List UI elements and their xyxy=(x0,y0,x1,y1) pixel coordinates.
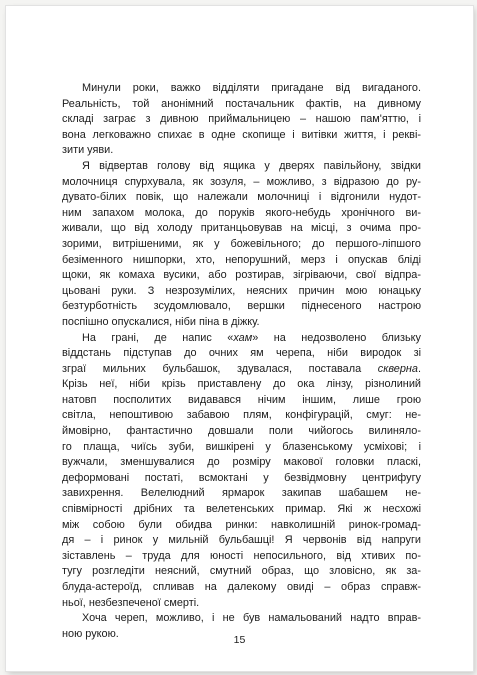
text-line: зіставлень – труда для юності непосильного, від хтивих по- xyxy=(62,549,421,562)
text-line: завихрення. Велелюдний ярмарок закипав шабашем не- xyxy=(62,487,421,500)
text-line: ним запахом молока, до поруків якого-небудь хронічного ви- xyxy=(62,206,421,219)
text-line: тугу розгледіти неясний, смутний образ, що зловісно, як за- xyxy=(62,565,421,578)
text-line: ньої, незбезпеченої смерті. xyxy=(62,596,200,609)
text-line: поспішно опускалися, ніби піна в діжку. xyxy=(62,315,260,328)
text-line: живали, що від холоду пританцьовував на місці, з очима про- xyxy=(62,222,421,235)
text-line: цьовані руки. З незрозумілих, неясних причин мою юнацьку xyxy=(62,284,421,297)
text-line: Хоча череп, можливо, і не був намальований надто вправ- xyxy=(82,612,421,625)
text-line: Реальність, той анонімний постачальник фактів, на дивному xyxy=(62,97,421,110)
text-line: вона легковажно спихає в одне скопище і витівки життя, і рекві- xyxy=(62,128,421,141)
text-line: між собою були обидва ринки: навколишній ринок-громад- xyxy=(62,518,421,531)
text-line: співмірності дрібних та велетенських примар. Які ж несхожі xyxy=(62,503,421,516)
text-line: щоки, як комаха вусики, або розтирав, зігріваючи, свої відпра- xyxy=(62,269,421,282)
paragraph-1 xyxy=(62,81,421,159)
text-line: молочниця спурхувала, як зозуля, – можливо, з відразою до ру- xyxy=(62,175,421,188)
text-line: вужчали, зменшувалися до розміру макової головки пласкі, xyxy=(62,456,421,469)
paragraph-3 xyxy=(62,331,421,612)
text-line: ймовірно, фантастично довшали поли чийогось вилиняло- xyxy=(62,425,421,438)
text-line: безіменного нишпорки, хто, непорушний, мерз і опускав бліді xyxy=(62,253,421,266)
text-line: дя – і ринок у мильній бульбашці! Я червонів від напруги xyxy=(62,534,421,547)
book-page xyxy=(6,6,473,671)
text-line: дувато-білих повік, що належали молочниці і відгонили нудот- xyxy=(62,191,421,204)
text-line: складі заграє з дивною приймальницею – нашою пам'яттю, і xyxy=(62,113,421,126)
text-line: зорими, витрішеними, як у божевільного; до першого-ліпшого xyxy=(62,237,421,250)
text-line: го плаща, чиїсь зуби, вишкірені у блазенському усміхові; і xyxy=(62,440,421,453)
body-text xyxy=(62,81,421,642)
paragraph-2 xyxy=(62,159,421,331)
text-line: ною рукою. xyxy=(62,627,119,640)
text-line: Крізь неї, ніби крізь приставлену до ока лінзу, різнолиний xyxy=(62,378,421,391)
text-line: Я відвертав голову від ящика у дверях павільйону, звідки xyxy=(82,159,421,172)
text-line: світла, непоштивою забавою плям, конфігурацій, смуг: не- xyxy=(62,409,421,422)
text-line: деформовані постаті, всмоктані у безвідмовну центрифугу xyxy=(62,471,421,484)
page-number: 15 xyxy=(233,634,246,646)
text-line: безтурботність зсудомлювало, вершки піднесеного настрою xyxy=(62,300,421,313)
text-line: зити уяви. xyxy=(62,144,114,157)
text-line: віддстань підступав до очних ям черепа, ніби виродок зі xyxy=(62,347,421,360)
text-line: натовп посполитих видавався нічим іншим, лише грою xyxy=(62,393,421,406)
text-line: блуда-астероїд, спливав на далекому овиді – образ справж- xyxy=(62,581,421,593)
text-line: Минули роки, важко відділяти пригадане від вигаданого. xyxy=(82,82,421,94)
text-line: На грані, де напис «хам» на недозволено близьку xyxy=(82,331,421,344)
text-line: зграї мильних бульбашок, здувалася, поставала скверна. xyxy=(62,362,421,375)
